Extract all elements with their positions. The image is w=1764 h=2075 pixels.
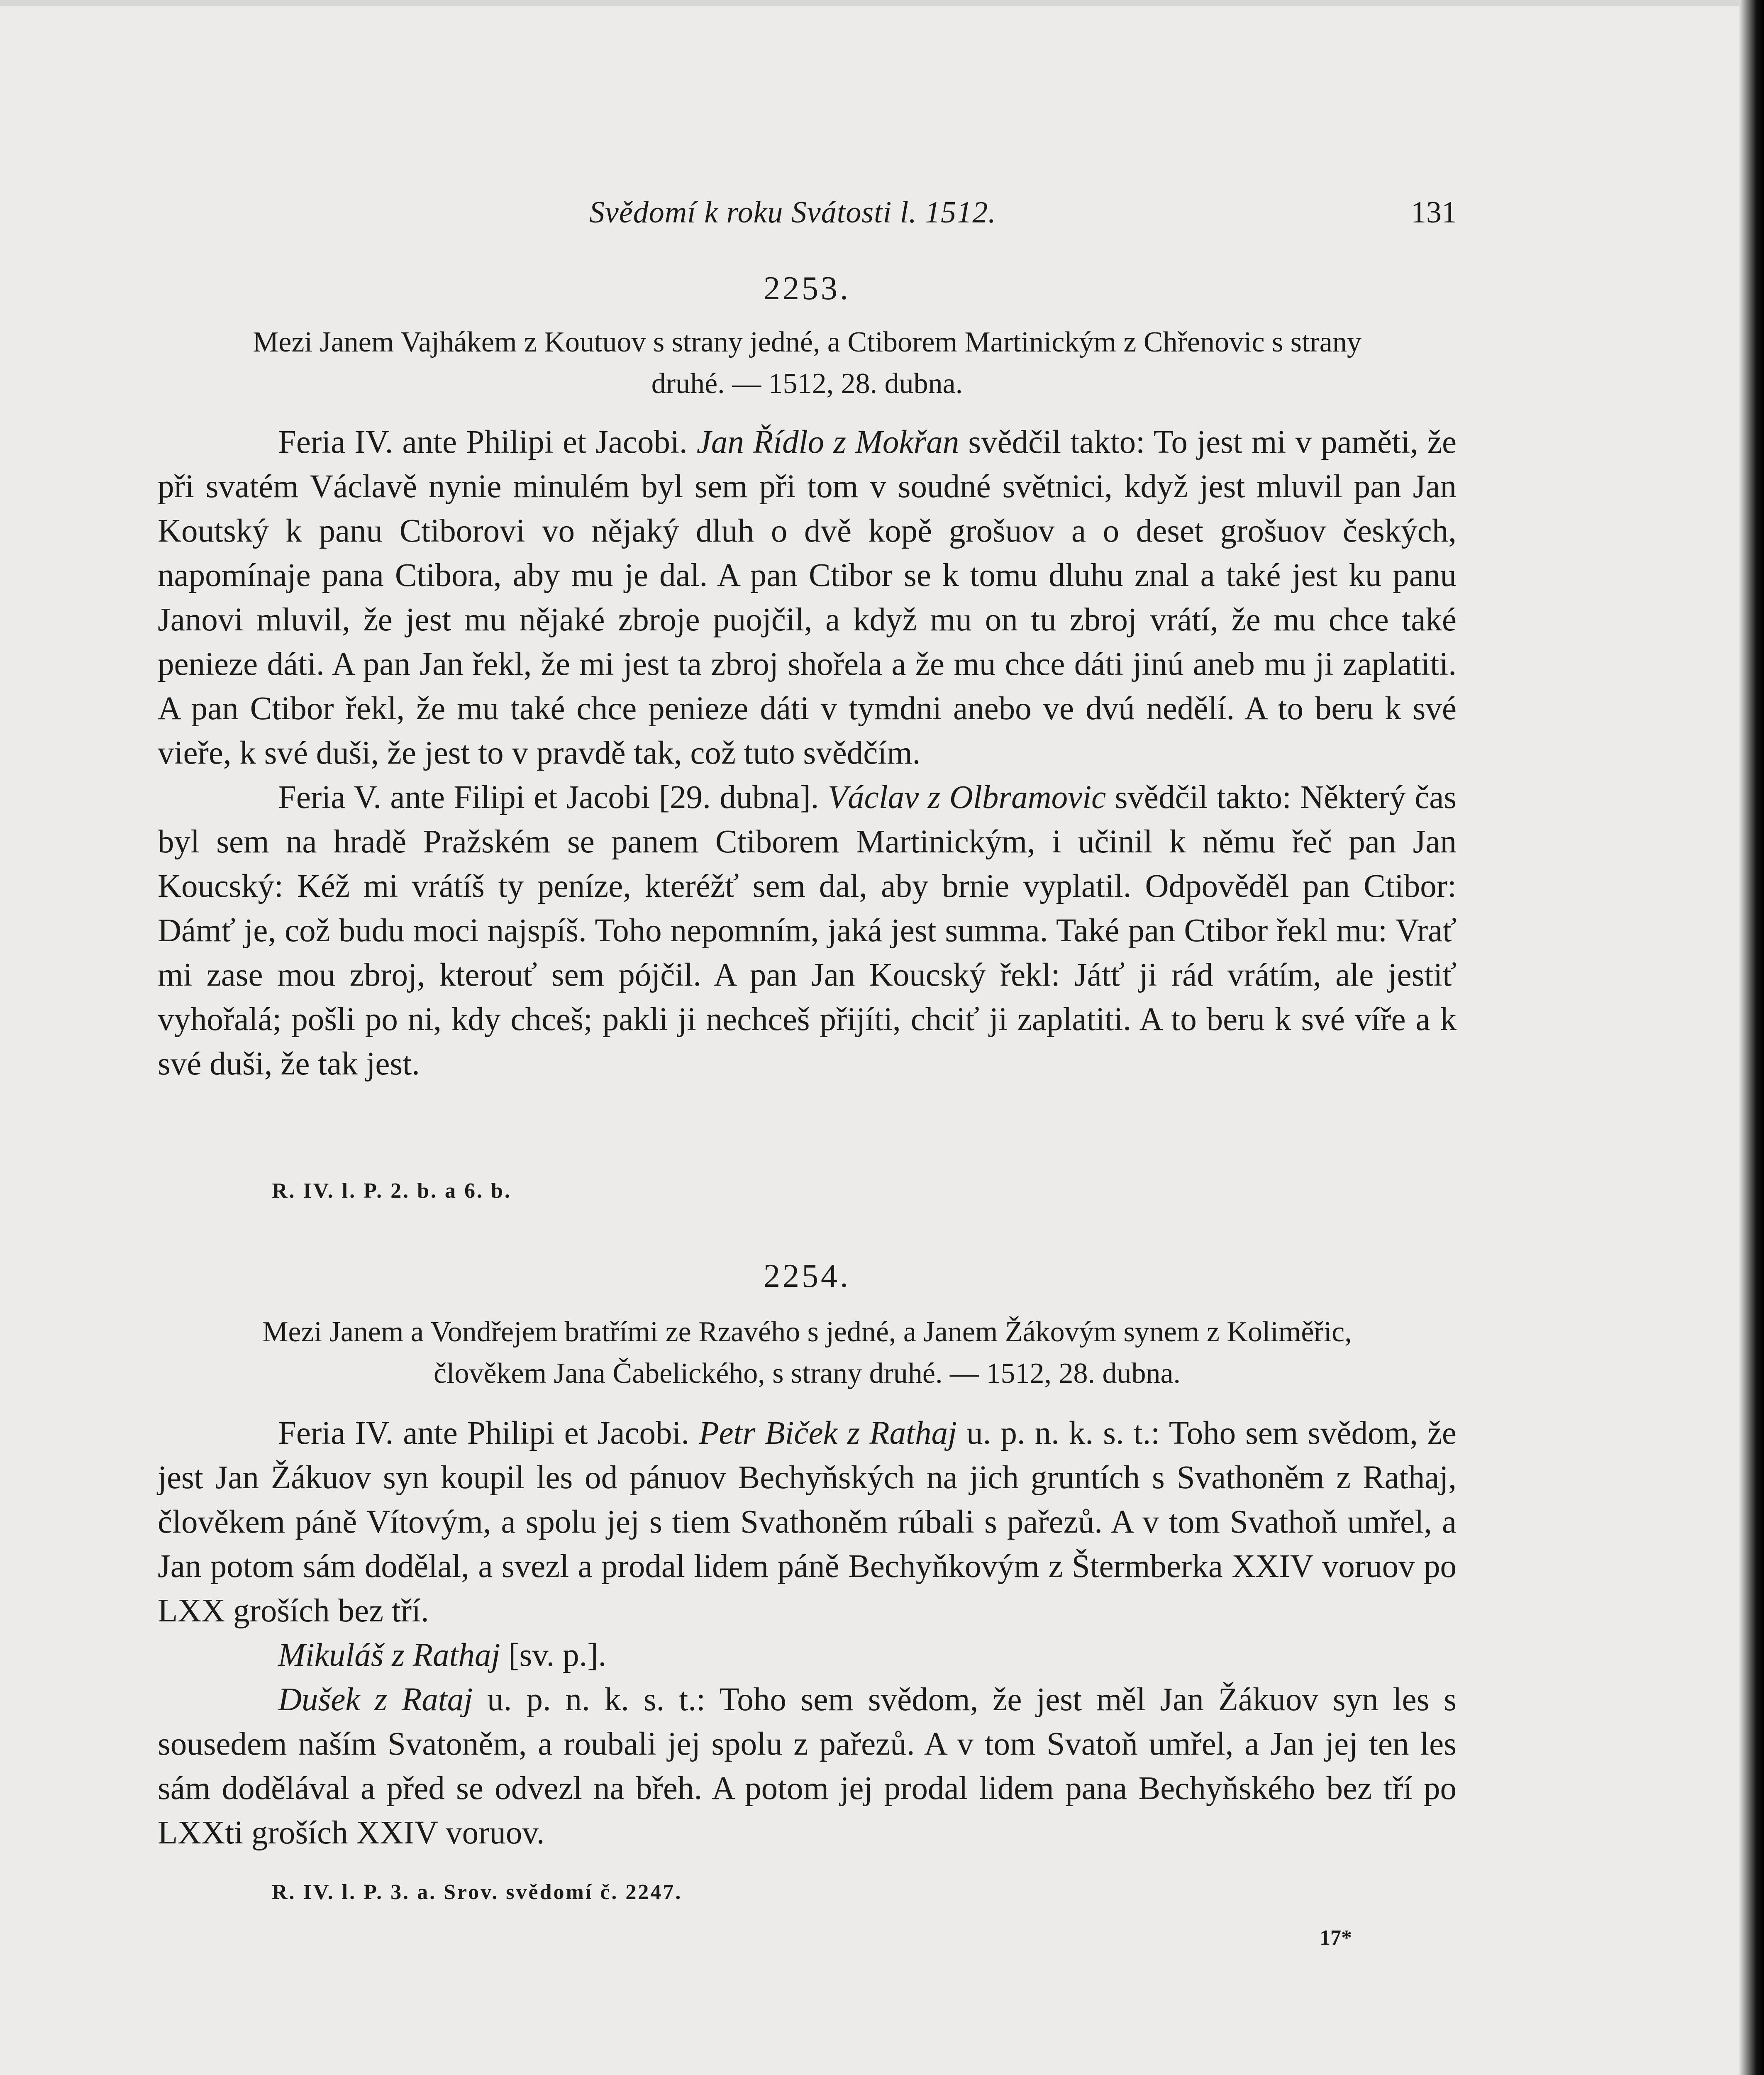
paragraph bbox=[158, 1677, 1457, 1855]
source-reference-2253: R. IV. l. P. 2. b. a 6. b. bbox=[272, 1179, 512, 1203]
scan-edge-top bbox=[0, 0, 1764, 6]
document-number-2254: 2254. bbox=[764, 1258, 851, 1294]
paragraph-text: u. p. n. k. s. t.: Toho sem svědom, že jest měl Jan Žákuov syn les s sousedem naším Svatoněm, a roubali jej spolu z pařezů. A v tom Svatoň umřel, a Jan jej ten les sám dodělával a před se odvezl na břeh. A potom jej prodal lidem pana Bechyňského bez tří po LXXti groších XXIV voruov. bbox=[158, 1682, 1457, 1851]
witness-name: Jan Řídlo z Mokřan bbox=[696, 424, 959, 460]
paragraph-text: u. p. n. k. s. t.: Toho sem svědom, že jest Jan Žákuov syn koupil les od pánuov Bechyňských na jich gruntích s Svathoněm z Rathaj, člověkem páně Vítovým, a spolu jej s tiem Svathoněm rúbali s pařezů. A v tom Svathoň umřel, a Jan potom sám dodělal, a svezl a prodal lidem páně Bechyňkovým z Štermberka XXIV voruov po LXX groších bez tří. bbox=[158, 1415, 1457, 1629]
document-heading-2254 bbox=[158, 1311, 1457, 1394]
heading-line: druhé. — 1512, 28. dubna. bbox=[651, 368, 963, 400]
document-number-2253: 2253. bbox=[764, 270, 851, 307]
paragraph-lead: Feria IV. ante Philipi et Jacobi. bbox=[278, 1415, 690, 1451]
document-body-2254 bbox=[158, 1411, 1457, 1855]
page-number: 131 bbox=[1411, 195, 1457, 229]
document-body-2253 bbox=[158, 420, 1457, 1086]
paragraph-text: svědčil takto: Některý čas byl sem na hradě Pražském se panem Ctiborem Martinickým, i učinil k němu řeč pan Jan Koucský: Kéž mi vrátíš ty peníze, kteréžť sem dal, aby brnie vyplatil. Odpověděl pan Ctibor: Dámť je, což budu moci najspíš. Toho nepomním, jaká jest summa. Také pan Ctibor řekl mu: Vrať mi zase mou zbroj, kterouť sem pójčil. A pan Jan Koucský řekl: Játť ji rád vrátím, ale jestiť vyhořalá; pošli po ni, kdy chceš; pakli ji nechceš přijíti, chciť ji zaplatiti. A to beru k své víře a k své duši, že tak jest. bbox=[158, 779, 1457, 1082]
paragraph bbox=[158, 1633, 1457, 1677]
heading-line: Mezi Janem Vajhákem z Koutuov s strany jedné, a Ctiborem Martinickým z Chřenovic s strany bbox=[253, 326, 1361, 358]
scan-edge-right bbox=[1739, 0, 1764, 2075]
paragraph-text: svědčil takto: To jest mi v paměti, že při svatém Václavě nynie minulém byl sem při tom v soudné světnici, když jest mluvil pan Jan Koutský k panu Ctiborovi vo nějaký dluh o dvě kopě grošuov a o deset grošuov českých, napomínaje pana Ctibora, aby mu je dal. A pan Ctibor se k tomu dluhu znal a také jest ku panu Janovi mluvil, že jest mu nějaké zbroje puojčil, a když mu on tu zbroj vrátí, že mu chce také penieze dáti. A pan Jan řekl, že mi jest ta zbroj shořela a že mu chce dáti jinú aneb mu ji zaplatiti. A pan Ctibor řekl, že mu také chce penieze dáti v tymdni anebo ve dvú nedělí. A to beru k své vieře, k své duši, že jest to v pravdě tak, což tuto svědčím. bbox=[158, 424, 1457, 771]
running-title: Svědomí k roku Svátosti l. 1512. bbox=[589, 195, 996, 229]
paragraph bbox=[158, 775, 1457, 1086]
paragraph-lead: Feria V. ante Filipi et Jacobi [29. dubna]. bbox=[278, 779, 819, 815]
witness-name: Petr Biček z Rathaj bbox=[699, 1415, 957, 1451]
witness-name: Mikuláš z Rathaj bbox=[278, 1637, 500, 1673]
paragraph bbox=[158, 420, 1457, 775]
paragraph bbox=[158, 1411, 1457, 1633]
document-heading-2253 bbox=[158, 322, 1457, 405]
heading-line: Mezi Janem a Vondřejem bratřími ze Rzavého s jedné, a Janem Žákovým synem z Koliměřic, bbox=[262, 1316, 1352, 1348]
witness-name: Václav z Olbramovic bbox=[827, 779, 1106, 815]
paragraph-lead: Feria IV. ante Philipi et Jacobi. bbox=[278, 424, 688, 460]
source-reference-2254: R. IV. l. P. 3. a. Srov. svědomí č. 2247. bbox=[272, 1880, 683, 1904]
signature-mark: 17* bbox=[1320, 1926, 1352, 1950]
heading-line: člověkem Jana Čabelického, s strany druhé. — 1512, 28. dubna. bbox=[433, 1357, 1181, 1389]
paragraph-text: [sv. p.]. bbox=[508, 1637, 607, 1673]
witness-name: Dušek z Rataj bbox=[278, 1682, 473, 1718]
